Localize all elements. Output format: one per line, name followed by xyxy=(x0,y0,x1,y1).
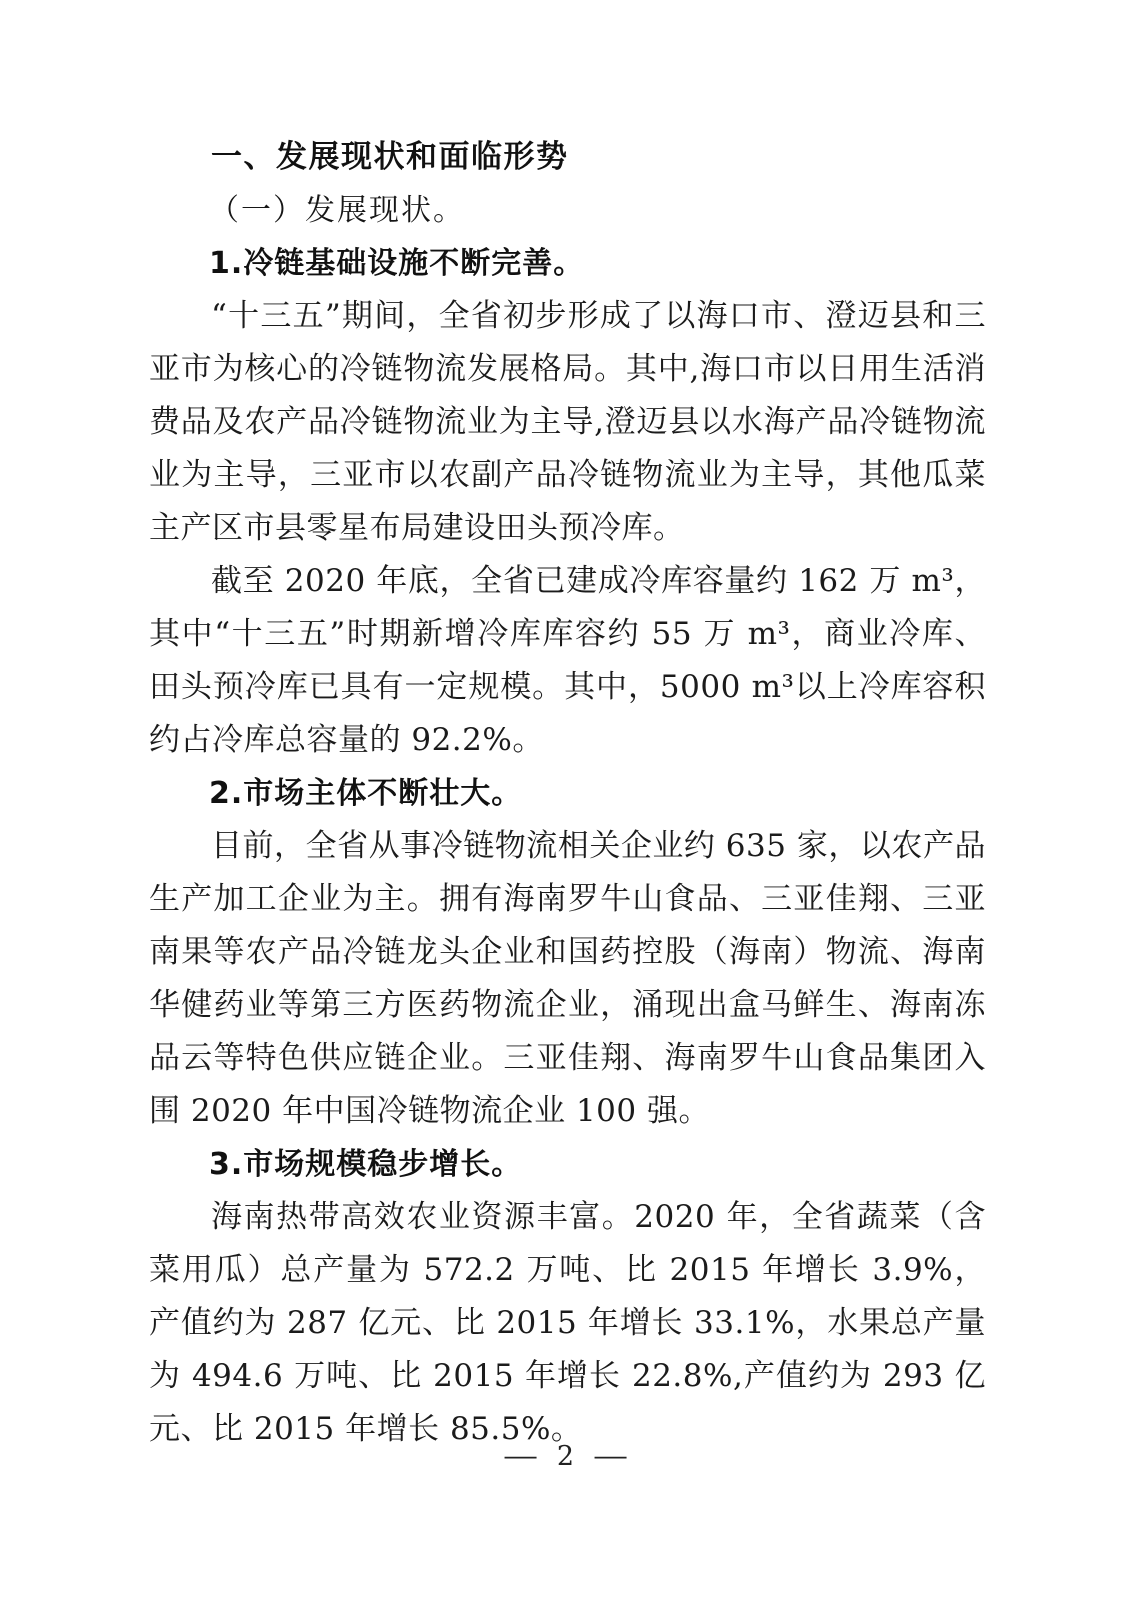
page-footer xyxy=(0,1441,1131,1472)
section-1-paragraph-2: 截至 2020 年底，全省已建成冷库容量约 162 万 m³，其中“十三五”时期新增冷库库容约 55 万 m³，商业冷库、田头预冷库已具有一定规模。其中，5000 m³以上冷库容积约占冷库总容量的 92.2%。 xyxy=(149,563,986,758)
footer-right-dash: — xyxy=(592,1441,628,1472)
section-1-paragraph-1: “十三五”期间，全省初步形成了以海口市、澄迈县和三亚市为核心的冷链物流发展格局。其中,海口市以日用生活消费品及农产品冷链物流业为主导,澄迈县以水海产品冷链物流业为主导，三亚市以农副产品冷链物流业为主导，其他瓜菜主产区市县零星布局建设田头预冷库。 xyxy=(149,298,986,546)
section-3-title: 3.市场规模稳步增长。 xyxy=(209,1147,523,1182)
document-content xyxy=(149,131,986,1456)
section-2-title: 2.市场主体不断壮大。 xyxy=(209,776,523,811)
page-number: 2 xyxy=(556,1441,575,1472)
main-heading: 一、发展现状和面临形势 xyxy=(211,139,569,175)
footer-left-dash: — xyxy=(503,1441,539,1472)
section-2-paragraph-1: 目前，全省从事冷链物流相关企业约 635 家，以农产品生产加工企业为主。拥有海南罗牛山食品、三亚佳翔、三亚南果等农产品冷链龙头企业和国药控股（海南）物流、海南华健药业等第三方医药物流企业，涌现出盒马鲜生、海南冻品云等特色供应链企业。三亚佳翔、海南罗牛山食品集团入围 2020 年中国冷链物流企业 100 强。 xyxy=(149,828,986,1129)
section-1-title: 1.冷链基础设施不断完善。 xyxy=(209,246,585,281)
sub-heading: （一）发展现状。 xyxy=(209,193,465,228)
section-3-paragraph-1: 海南热带高效农业资源丰富。2020 年，全省蔬菜（含菜用瓜）总产量为 572.2 万吨、比 2015 年增长 3.9%，产值约为 287 亿元、比 2015 年增长 33.1%，水果总产量为 494.6 万吨、比 2015 年增长 22.8%,产值约为 293 亿元、比 2015 年增长 85.5%。 xyxy=(149,1199,986,1447)
